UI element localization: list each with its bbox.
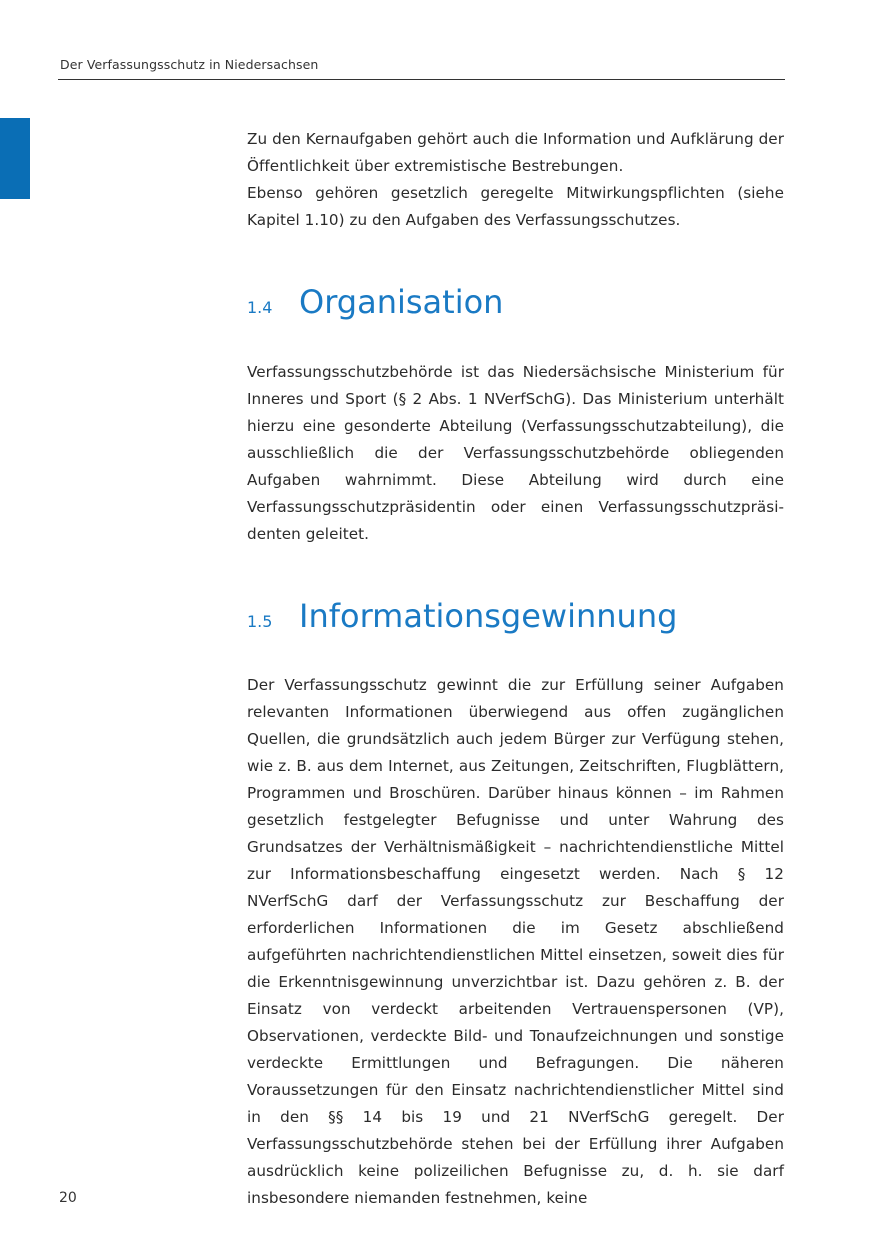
section-number: 1.5 [247, 612, 273, 631]
page-content [247, 126, 784, 1212]
section-number: 1.4 [247, 298, 273, 317]
intro-paragraph-2: Ebenso gehören gesetzlich geregelte Mitwirkungspflichten (siehe Kapitel 1.10) zu den Aufgaben des Verfassungsschutzes. [247, 184, 784, 229]
page-number: 20 [59, 1190, 77, 1206]
informationsgewinnung-paragraph: Der Verfassungsschutz gewinnt die zur Erfüllung seiner Aufgaben relevanten Informationen überwiegend aus offen zugänglichen Quellen, die grundsätzlich auch jedem Bürger zur Verfügung stehen, wie z. B. aus dem Internet, aus Zeitungen, Zeitschriften, Flugblättern, Programmen und Broschüren. Darüber hinaus können – im Rahmen gesetzlich festgelegter Befugnisse und unter Wahrung des Grundsatzes der Verhältnismäßigkeit – nachrichtendienstliche Mittel zur Informationsbeschaffung eingesetzt werden. Nach § 12 NVerfSchG darf der Verfassungsschutz zur Beschaffung der erforderlichen Informationen die im Gesetz abschließend aufgeführten nachrichtendienstlichen Mittel einsetzen, soweit dies für die Erkenntnisgewinnung unverzichtbar ist. Dazu gehören z. B. der Einsatz von verdeckt arbeitenden Vertrauenspersonen (VP), Observationen, verdeckte Bild- und Tonaufzeichnungen und sonstige verdeckte Ermittlungen und Befragungen. Die näheren Voraussetzungen für den Einsatz nachrichtendienstlicher Mittel sind in den §§ 14 bis 19 und 21 NVerfSchG geregelt. Der Verfassungsschutzbehörde stehen bei der Erfüllung ihrer Aufgaben ausdrücklich keine polizeilichen Befugnisse zu, d. h. sie darf insbesondere niemanden festnehmen, keine [247, 676, 784, 1207]
section-title: Informationsgewinnung [299, 597, 678, 635]
intro-paragraph: Zu den Kernaufgaben gehört auch die Information und Aufklärung der Öffentlichkeit über extremistische Bestrebungen. [247, 130, 784, 175]
section-heading-organisation [247, 272, 784, 338]
section-title: Organisation [299, 283, 504, 321]
chapter-side-tab [0, 118, 30, 199]
running-header: Der Verfassungsschutz in Niedersachsen [60, 57, 319, 72]
section-heading-informationsgewinnung [247, 586, 784, 652]
organisation-paragraph: Verfassungsschutzbehörde ist das Niedersächsische Ministerium für Inneres und Sport (§ 2 Abs. 1 NVerfSchG). Das Ministerium unterhält hierzu eine gesonderte Abteilung (Verfassungsschutzabteilung), die ausschließlich die der Verfassungsschutzbehörde obliegenden Aufgaben wahrnimmt. Diese Abteilung wird durch eine Verfassungsschutzpräsidentin oder einen Verfassungsschutzpräsidenten geleitet. [247, 363, 784, 543]
header-rule [58, 79, 785, 80]
